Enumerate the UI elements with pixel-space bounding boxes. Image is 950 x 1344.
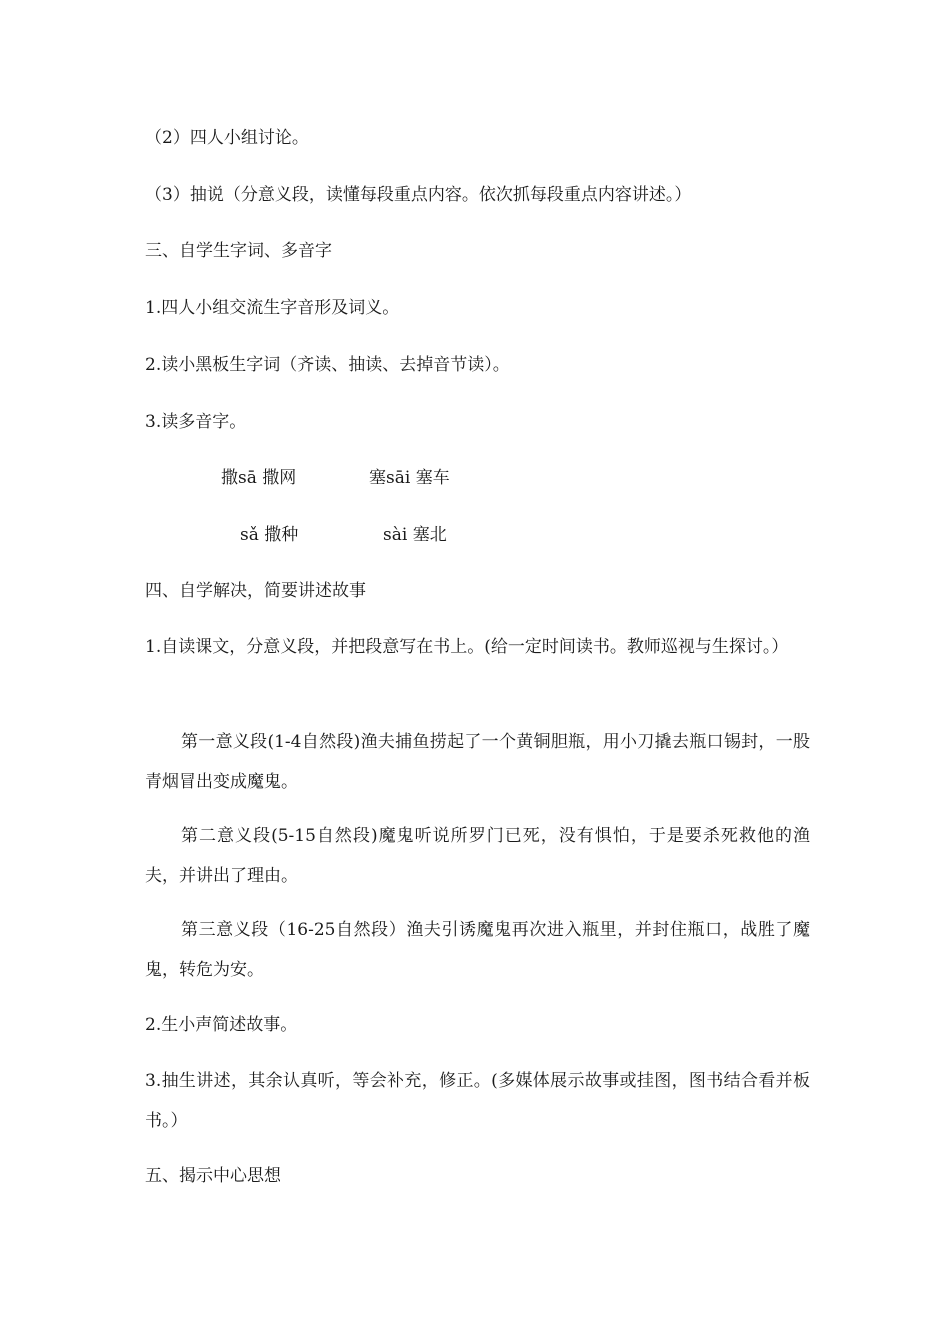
item-2-blackboard: 2.读小黑板生字词（齐读、抽读、去掉音节读）。: [145, 355, 510, 375]
item-1-new-words: 1.四人小组交流生字音形及词义。: [145, 298, 400, 318]
segment-2-summary: 第二意义段(5-15自然段)魔鬼听说所罗门已死，没有惧怕，于是要杀死救他的渔夫，并讲出了理由。: [145, 826, 810, 886]
item-1-self-reading: 1.自读课文，分意义段，并把段意写在书上。(给一定时间读书。教师巡视与生探讨。）: [145, 637, 789, 657]
item-3-polyphones: 3.读多音字。: [145, 412, 247, 432]
section-3-heading: 三、自学生字词、多音字: [145, 241, 332, 261]
item-2-retell-quietly: 2.生小声简述故事。: [145, 1015, 298, 1035]
section-5-heading: 五、揭示中心思想: [145, 1166, 281, 1186]
item-3-student-retelling: 3.抽生讲述，其余认真听，等会补充，修正。(多媒体展示故事或挂图，图书结合看并板书。）: [145, 1071, 810, 1131]
polyphone-sa3: sǎ 撒种: [240, 525, 299, 545]
section-4-heading: 四、自学解决，简要讲述故事: [145, 581, 366, 601]
segment-1-summary: 第一意义段(1-4自然段)渔夫捕鱼捞起了一个黄铜胆瓶，用小刀撬去瓶口锡封，一股青烟冒出变成魔鬼。: [145, 732, 810, 792]
polyphone-sai4: sài 塞北: [383, 525, 447, 545]
step-3-retelling: （3）抽说（分意义段，读懂每段重点内容。依次抓每段重点内容讲述。）: [145, 185, 692, 205]
polyphone-sa1: 撒sā 撒网: [221, 468, 297, 488]
step-2-discussion: （2）四人小组讨论。: [145, 128, 309, 148]
segment-3-summary: 第三意义段（16-25自然段）渔夫引诱魔鬼再次进入瓶里，并封住瓶口，战胜了魔鬼，转危为安。: [145, 920, 810, 980]
polyphone-sai1: 塞sāi 塞车: [369, 468, 450, 488]
